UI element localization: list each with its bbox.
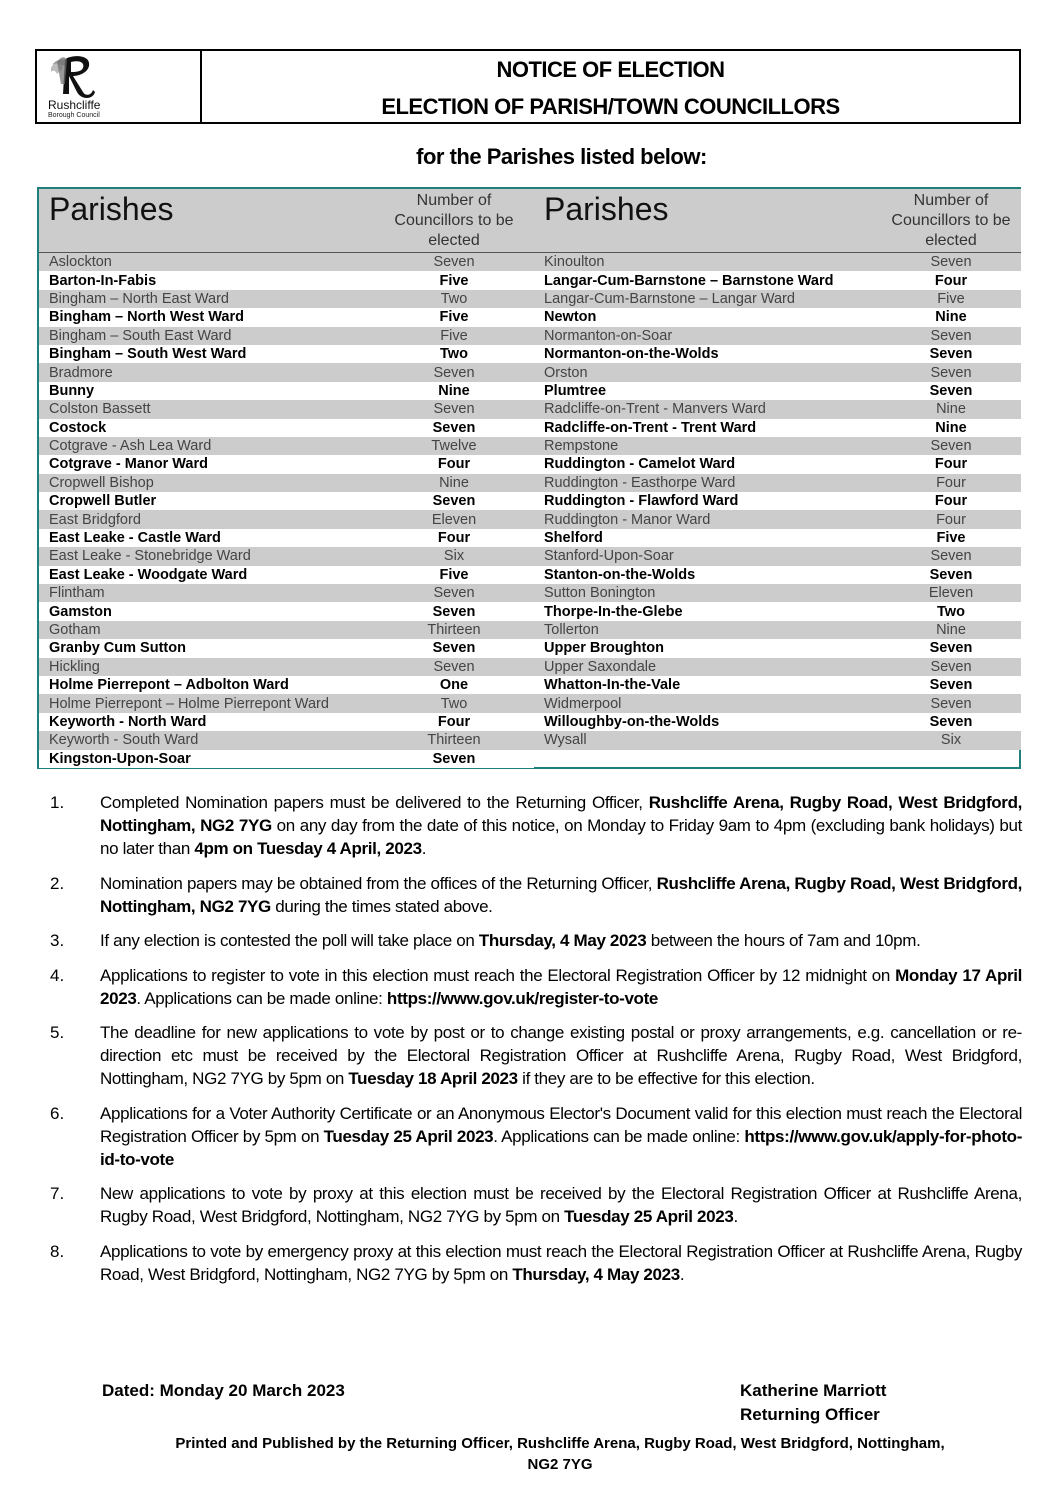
councillor-count: Seven: [433, 364, 475, 381]
councillor-count: Seven: [432, 603, 476, 620]
table-row: [39, 713, 534, 731]
table-row: [39, 566, 534, 584]
table-row: [39, 290, 534, 308]
parish-name: East Bridgford: [49, 511, 141, 528]
note-item: [50, 1102, 1022, 1171]
parish-name: Cropwell Bishop: [49, 474, 154, 491]
table-row: [39, 253, 534, 271]
parish-name: Normanton-on-the-Wolds: [544, 346, 719, 363]
note-emphasis: Rushcliffe Arena, Rugby Road, West Bridgford, Nottingham, NG2 7YG: [100, 793, 1022, 835]
parish-name: Tollerton: [544, 622, 599, 638]
councillor-count: Seven: [930, 254, 972, 271]
note-fragment: during the times stated above.: [270, 896, 493, 916]
note-link[interactable]: https://www.gov.uk/apply-for-photo-id-to-vote: [100, 1126, 1022, 1169]
table-row: [534, 400, 1021, 418]
table-row: [39, 584, 534, 602]
parish-name: Thorpe-In-the-Glebe: [544, 603, 683, 620]
title-cell: [202, 51, 1019, 122]
logo: [37, 51, 202, 122]
parish-name: Granby Cum Sutton: [49, 640, 186, 657]
councillor-count: Four: [934, 272, 968, 289]
councillor-count: Four: [936, 474, 966, 491]
note-fragment: .: [679, 1264, 685, 1284]
table-row: [534, 602, 1021, 620]
table-row: [534, 455, 1021, 473]
imprint: [80, 1433, 1040, 1475]
councillor-count: Five: [439, 309, 469, 326]
parish-name: Gotham: [49, 622, 101, 638]
note-fragment: .: [733, 1207, 738, 1226]
parish-name: Bingham – North West Ward: [49, 309, 244, 326]
table-row: [534, 621, 1021, 639]
parish-name: Newton: [544, 309, 597, 326]
councillor-count: Five: [937, 290, 965, 307]
note-fragment: Applications to vote by emergency proxy at this election must reach the Electoral Registration Officer at Rushcliffe Arena, Rugby Road, West Bridgford, Nottingham, NG2 7YG by 5pm on: [100, 1241, 1022, 1284]
note-text: [100, 964, 1022, 1010]
parish-name: Sutton Bonington: [544, 585, 656, 602]
note-item: [50, 929, 1022, 952]
councillor-count: Seven: [433, 658, 475, 675]
councillor-count: Nine: [935, 419, 967, 436]
note-item: [50, 1021, 1022, 1090]
councillor-count: Four: [934, 493, 968, 510]
note-number: 5.: [50, 1023, 65, 1042]
table-header: [39, 189, 534, 253]
parish-name: Kingston-Upon-Soar: [49, 750, 191, 767]
councillor-count: Seven: [432, 640, 476, 657]
table-row: [39, 731, 534, 749]
councillor-count: One: [439, 677, 469, 694]
parish-name: Willoughby-on-the-Wolds: [544, 713, 720, 730]
parish-name: Radcliffe-on-Trent - Trent Ward: [544, 419, 757, 436]
parish-name: Cotgrave - Ash Lea Ward: [49, 438, 212, 455]
parish-name: Ruddington - Camelot Ward: [544, 456, 736, 473]
councillor-count: Seven: [433, 585, 475, 602]
note-item: [50, 1240, 1022, 1286]
councillor-count: Seven: [432, 493, 476, 510]
signatory-role: Returning Officer: [740, 1405, 880, 1424]
imprint-line-2: NG2 7YG: [527, 1456, 593, 1473]
notes-list: [50, 791, 1022, 1297]
parish-name: Costock: [49, 419, 107, 436]
parish-name: East Leake - Castle Ward: [49, 530, 221, 547]
table-row: [39, 327, 534, 345]
table-row: [534, 639, 1021, 657]
note-text: [100, 791, 1022, 860]
councillor-count: Seven: [929, 677, 973, 694]
note-emphasis: Tuesday 25 April 2023: [564, 1207, 734, 1226]
note-number: 4.: [50, 965, 65, 985]
councillor-count: Four: [934, 456, 968, 473]
table-row: [39, 400, 534, 418]
councillor-count: Thirteen: [427, 622, 481, 638]
note-fragment: The deadline for new applications to vote by post or to change existing postal or proxy arrangements, e.g. cancellation or re-direction etc must be received by the Electoral Registration Officer at Rushcliffe Arena, Rugby Road, West Bridgford, Nottingham, NG2 7YG by 5pm on: [100, 1023, 1022, 1088]
table-row: [534, 308, 1021, 326]
note-emphasis: Tuesday 18 April 2023: [348, 1069, 518, 1088]
table-row: [39, 547, 534, 565]
note-fragment: Applications to register to vote in this election must reach the Electoral Registration Officer by 12 midnight on: [100, 965, 896, 985]
table-row: [534, 327, 1021, 345]
table-row: [39, 694, 534, 712]
parish-name: Keyworth - North Ward: [49, 713, 207, 730]
note-fragment: Completed Nomination papers must be delivered to the Returning Officer,: [100, 793, 649, 812]
note-item: [50, 964, 1022, 1010]
table-row: [534, 547, 1021, 565]
table-row: [39, 510, 534, 528]
parish-name: Upper Saxondale: [544, 658, 657, 675]
councillor-count: Nine: [439, 474, 469, 491]
councillor-count: Seven: [432, 750, 476, 767]
councillor-count: Seven: [929, 713, 973, 730]
parish-name: Wysall: [544, 732, 587, 749]
parishes-header: Parishes: [544, 191, 669, 227]
note-number: 7.: [50, 1184, 65, 1203]
table-row: [39, 492, 534, 510]
table-row: [39, 658, 534, 676]
table-row: [534, 731, 1021, 749]
table-row: [534, 419, 1021, 437]
parish-name: Bingham – South East Ward: [49, 327, 232, 344]
parish-name: Widmerpool: [544, 695, 622, 712]
note-number: 8.: [50, 1241, 65, 1261]
table-row: [39, 529, 534, 547]
election-title: ELECTION OF PARISH/TOWN COUNCILLORS: [381, 94, 840, 119]
table-row: [534, 382, 1021, 400]
parish-name: Ruddington - Flawford Ward: [544, 493, 739, 510]
note-fragment: on any day from the date of this notice, on Monday to Friday 9am to 4pm (excluding bank holidays) but no later than: [100, 816, 1022, 858]
table-row: [534, 474, 1021, 492]
parish-name: Holme Pierrepont – Holme Pierrepont Ward: [49, 695, 329, 712]
note-number: 3.: [50, 931, 65, 950]
parish-name: Hickling: [49, 658, 100, 675]
note-fragment: . Applications can be made online:: [136, 988, 387, 1008]
table-row: [39, 271, 534, 289]
note-emphasis: Thursday, 4 May 2023: [478, 931, 647, 950]
note-number: 2.: [50, 873, 65, 893]
councillor-count: Seven: [930, 364, 972, 381]
table-row: [39, 363, 534, 381]
parish-name: Shelford: [544, 530, 603, 547]
parish-name: Bingham – North East Ward: [49, 290, 229, 307]
parish-name: Langar-Cum-Barnstone – Barnstone Ward: [544, 272, 834, 289]
table-row: [39, 455, 534, 473]
parish-name: Whatton-In-the-Vale: [544, 677, 681, 694]
note-fragment: New applications to vote by proxy at this election must be received by the Electoral Registration Officer at Rushcliffe Arena, Rugby Road, West Bridgford, Nottingham, NG2 7YG by 5pm on: [100, 1184, 1022, 1226]
note-number: 6.: [50, 1103, 65, 1123]
parish-name: Flintham: [49, 585, 105, 602]
header-box: [35, 49, 1021, 124]
number-header: Number of Councillors to be elected: [891, 192, 1011, 249]
parish-name: Cropwell Butler: [49, 493, 157, 510]
table-row: [39, 602, 534, 620]
parish-name: Aslockton: [49, 254, 112, 271]
parish-name: Bingham – South West Ward: [49, 346, 247, 363]
parish-name: Langar-Cum-Barnstone – Langar Ward: [544, 290, 795, 307]
parish-name: Orston: [544, 364, 588, 381]
note-fragment: If any election is contested the poll will take place on: [100, 931, 479, 950]
table-row: [39, 437, 534, 455]
table-row: [534, 290, 1021, 308]
note-fragment: . Applications can be made online:: [493, 1126, 745, 1146]
parishes-table: [37, 187, 1021, 769]
table-row: [39, 639, 534, 657]
note-fragment: .: [421, 839, 427, 858]
note-text: [100, 1021, 1022, 1090]
table-row: [39, 621, 534, 639]
parish-name: Plumtree: [544, 382, 607, 399]
note-fragment: Applications for a Voter Authority Certificate or an Anonymous Elector's Document valid for this election must reach the Electoral Registration Officer by 5pm on: [100, 1103, 1022, 1146]
table-row: [534, 363, 1021, 381]
note-emphasis: Monday 17 April 2023: [100, 965, 1023, 1008]
councillor-count: Seven: [930, 327, 972, 344]
councillor-count: Seven: [929, 382, 973, 399]
councillor-count: Seven: [432, 419, 476, 436]
parishes-header: Parishes: [49, 191, 174, 227]
councillor-count: Seven: [929, 640, 973, 657]
councillor-count: Twelve: [431, 438, 477, 455]
table-row: [534, 584, 1021, 602]
parish-name: East Leake - Woodgate Ward: [49, 566, 248, 583]
parish-name: Normanton-on-Soar: [544, 327, 673, 344]
councillor-count: Eleven: [431, 511, 477, 528]
councillor-count: Five: [439, 566, 469, 583]
parish-name: Barton-In-Fabis: [49, 272, 157, 289]
table-row: [534, 510, 1021, 528]
imprint-line-1: Printed and Published by the Returning Officer, Rushcliffe Arena, Rugby Road, West Bridgford, Nottingham,: [175, 1435, 945, 1452]
note-text: [100, 1182, 1022, 1228]
councillor-count: Eleven: [928, 585, 974, 602]
table-row: [534, 345, 1021, 363]
councillor-count: Seven: [929, 346, 973, 363]
table-row: [39, 382, 534, 400]
councillor-count: Four: [437, 456, 471, 473]
parish-name: Colston Bassett: [49, 401, 151, 418]
councillor-count: Two: [440, 695, 468, 712]
note-fragment: Nomination papers may be obtained from the offices of the Returning Officer,: [100, 873, 657, 893]
parish-name: Radcliffe-on-Trent - Manvers Ward: [544, 401, 766, 418]
councillor-count: Nine: [936, 622, 966, 638]
parish-name: Upper Broughton: [544, 640, 665, 657]
councillor-count: Two: [440, 290, 468, 307]
parish-name: Gamston: [49, 603, 112, 620]
table-row: [39, 676, 534, 694]
parish-name: Bunny: [49, 382, 95, 399]
table-row: [534, 529, 1021, 547]
councillor-count: Two: [937, 603, 965, 620]
councillor-count: Five: [439, 272, 469, 289]
parish-name: East Leake - Stonebridge Ward: [49, 548, 251, 565]
parishes-column-right: [534, 189, 1021, 750]
note-text: [100, 1102, 1022, 1171]
table-row: [534, 437, 1021, 455]
councillor-count: Seven: [930, 695, 972, 712]
note-item: [50, 791, 1022, 860]
table-row: [39, 345, 534, 363]
note-link[interactable]: https://www.gov.uk/register-to-vote: [386, 988, 659, 1008]
councillor-count: Thirteen: [427, 732, 481, 749]
number-header: Number of Councillors to be elected: [394, 192, 514, 249]
table-body: [39, 253, 534, 768]
table-row: [39, 474, 534, 492]
parish-name: Ruddington - Easthorpe Ward: [544, 474, 736, 491]
table-row: [534, 713, 1021, 731]
councillor-count: Four: [437, 530, 471, 547]
table-row: [534, 271, 1021, 289]
parish-name: Rempstone: [544, 438, 619, 455]
note-number: 1.: [50, 793, 65, 812]
councillor-count: Six: [443, 548, 465, 565]
councillor-count: Five: [440, 327, 468, 344]
parish-name: Stanford-Upon-Soar: [544, 548, 674, 565]
councillor-count: Seven: [433, 401, 475, 418]
note-fragment: if they are to be effective for this election.: [517, 1069, 815, 1088]
table-row: [534, 492, 1021, 510]
councillor-count: Seven: [930, 548, 972, 565]
note-text: [100, 929, 1022, 952]
parish-name: Kinoulton: [544, 254, 605, 271]
table-row: [39, 750, 534, 768]
parish-name: Cotgrave - Manor Ward: [49, 456, 208, 473]
note-text: [100, 1240, 1022, 1286]
note-item: [50, 872, 1022, 918]
councillor-count: Nine: [936, 401, 966, 418]
parish-name: Holme Pierrepont – Adbolton Ward: [49, 677, 289, 694]
table-row: [534, 676, 1021, 694]
parish-name: Bradmore: [49, 364, 113, 381]
note-emphasis: Rushcliffe Arena, Rugby Road, West Bridgford, Nottingham, NG2 7YG: [100, 873, 1022, 916]
note-item: [50, 1182, 1022, 1228]
councillor-count: Four: [936, 511, 966, 528]
councillor-count: Two: [440, 346, 468, 363]
table-header: [534, 189, 1021, 253]
parishes-column-left: [39, 189, 534, 768]
note-emphasis: Tuesday 25 April 2023: [323, 1126, 494, 1146]
councillor-count: Four: [437, 713, 471, 730]
table-row: [534, 658, 1021, 676]
table-row: [39, 419, 534, 437]
note-emphasis: 4pm on Tuesday 4 April, 2023: [194, 839, 422, 858]
rushcliffe-r-logo-icon: [47, 54, 107, 100]
parish-name: Keyworth - South Ward: [49, 732, 199, 749]
note-fragment: between the hours of 7am and 10pm.: [646, 931, 921, 950]
note-emphasis: Thursday, 4 May 2023: [512, 1264, 680, 1284]
councillor-count: Nine: [438, 382, 470, 399]
table-row: [534, 694, 1021, 712]
table-row: [534, 566, 1021, 584]
councillor-count: Seven: [433, 254, 475, 271]
councillor-count: Five: [936, 530, 966, 547]
councillor-count: Seven: [930, 438, 972, 455]
dated-line: Dated: Monday 20 March 2023: [102, 1381, 345, 1400]
councillor-count: Seven: [929, 566, 973, 583]
parish-name: Ruddington - Manor Ward: [544, 511, 711, 528]
councillor-count: Seven: [930, 658, 972, 675]
signatory-name: Katherine Marriott: [740, 1381, 887, 1400]
table-row: [534, 253, 1021, 271]
subtitle: for the Parishes listed below:: [416, 144, 707, 169]
table-row: [39, 308, 534, 326]
councillor-count: Nine: [935, 309, 967, 326]
logo-subtitle: Borough Council: [48, 112, 100, 119]
notice-title: NOTICE OF ELECTION: [496, 57, 725, 82]
logo-name: Rushcliffe: [48, 98, 101, 112]
note-text: [100, 872, 1022, 918]
table-body: [534, 253, 1021, 750]
councillor-count: Six: [940, 732, 962, 749]
parish-name: Stanton-on-the-Wolds: [544, 566, 696, 583]
